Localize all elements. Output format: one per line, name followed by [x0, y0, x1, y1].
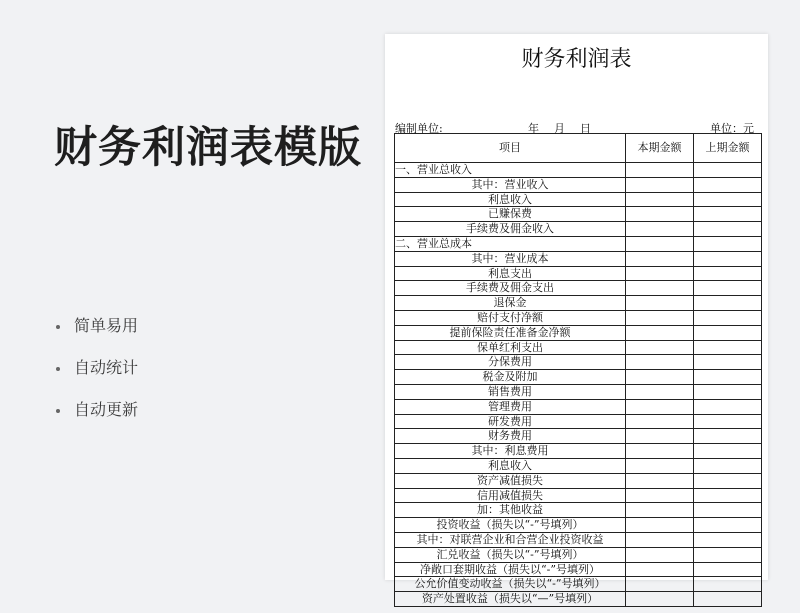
table-row	[395, 355, 762, 370]
row-item-label: 销售费用	[395, 384, 626, 399]
previous-amount-cell[interactable]	[694, 236, 762, 251]
previous-amount-cell[interactable]	[694, 458, 762, 473]
current-amount-cell[interactable]	[626, 192, 694, 207]
current-amount-cell[interactable]	[626, 251, 694, 266]
current-amount-cell[interactable]	[626, 458, 694, 473]
table-row	[395, 340, 762, 355]
previous-amount-cell[interactable]	[694, 518, 762, 533]
row-item-label: 已赚保费	[395, 207, 626, 222]
row-item-label: 其中：营业收入	[395, 177, 626, 192]
current-amount-cell[interactable]	[626, 355, 694, 370]
row-item-label: 财务费用	[395, 429, 626, 444]
row-item-label: 保单红利支出	[395, 340, 626, 355]
current-amount-cell[interactable]	[626, 177, 694, 192]
previous-amount-cell[interactable]	[694, 281, 762, 296]
table-row	[395, 414, 762, 429]
previous-amount-cell[interactable]	[694, 503, 762, 518]
previous-amount-cell[interactable]	[694, 370, 762, 385]
previous-amount-cell[interactable]	[694, 340, 762, 355]
current-amount-cell[interactable]	[626, 444, 694, 459]
current-amount-cell[interactable]	[626, 503, 694, 518]
bullet-icon	[56, 409, 60, 413]
row-item-label: 提前保险责任准备金净额	[395, 325, 626, 340]
table-row	[395, 473, 762, 488]
row-item-label: 汇兑收益（损失以“-”号填列）	[395, 547, 626, 562]
column-header-current: 本期金额	[626, 134, 694, 163]
current-amount-cell[interactable]	[626, 266, 694, 281]
bullet-icon	[56, 367, 60, 371]
table-row	[395, 236, 762, 251]
table-row	[395, 503, 762, 518]
income-statement-table	[394, 133, 762, 607]
table-row	[395, 370, 762, 385]
promo-title: 财务利润表模版	[54, 123, 362, 173]
table-row	[395, 325, 762, 340]
current-amount-cell[interactable]	[626, 547, 694, 562]
previous-amount-cell[interactable]	[694, 207, 762, 222]
previous-amount-cell[interactable]	[694, 192, 762, 207]
previous-amount-cell[interactable]	[694, 429, 762, 444]
table-row	[395, 384, 762, 399]
row-item-label: 利息收入	[395, 458, 626, 473]
income-statement-sheet	[385, 34, 768, 606]
previous-amount-cell[interactable]	[694, 325, 762, 340]
current-amount-cell[interactable]	[626, 296, 694, 311]
previous-amount-cell[interactable]	[694, 547, 762, 562]
date-label: 年 月 日	[528, 122, 593, 135]
row-item-label: 投资收益（损失以“-”号填列）	[395, 518, 626, 533]
previous-amount-cell[interactable]	[694, 414, 762, 429]
row-item-label: 其中：对联营企业和合营企业投资收益	[395, 532, 626, 547]
table-row	[395, 207, 762, 222]
row-item-label: 信用减值损失	[395, 488, 626, 503]
table-row	[395, 592, 762, 607]
row-item-label: 一、营业总收入	[395, 163, 626, 178]
current-amount-cell[interactable]	[626, 592, 694, 607]
current-amount-cell[interactable]	[626, 325, 694, 340]
current-amount-cell[interactable]	[626, 310, 694, 325]
current-amount-cell[interactable]	[626, 236, 694, 251]
table-row	[395, 444, 762, 459]
bullet-icon	[56, 325, 60, 329]
table-row	[395, 488, 762, 503]
table-row	[395, 192, 762, 207]
row-item-label: 赔付支付净额	[395, 310, 626, 325]
current-amount-cell[interactable]	[626, 163, 694, 178]
current-amount-cell[interactable]	[626, 473, 694, 488]
row-item-label: 公允价值变动收益（损失以“-”号填列）	[395, 577, 626, 592]
table-body	[395, 163, 762, 607]
row-item-label: 退保金	[395, 296, 626, 311]
table-row	[395, 163, 762, 178]
previous-amount-cell[interactable]	[694, 251, 762, 266]
current-amount-cell[interactable]	[626, 384, 694, 399]
previous-amount-cell[interactable]	[694, 473, 762, 488]
row-item-label: 加：其他收益	[395, 503, 626, 518]
table-row	[395, 310, 762, 325]
row-item-label: 资产减值损失	[395, 473, 626, 488]
previous-amount-cell[interactable]	[694, 177, 762, 192]
row-item-label: 研发费用	[395, 414, 626, 429]
feature-label: 自动更新	[74, 400, 139, 419]
current-amount-cell[interactable]	[626, 340, 694, 355]
table-row	[395, 399, 762, 414]
row-item-label: 资产处置收益（损失以“—”号填列）	[395, 592, 626, 607]
current-amount-cell[interactable]	[626, 207, 694, 222]
previous-amount-cell[interactable]	[694, 355, 762, 370]
feature-item	[56, 396, 138, 438]
row-item-label: 其中：营业成本	[395, 251, 626, 266]
row-item-label: 二、营业总成本	[395, 236, 626, 251]
previous-amount-cell[interactable]	[694, 562, 762, 577]
previous-amount-cell[interactable]	[694, 296, 762, 311]
current-amount-cell[interactable]	[626, 488, 694, 503]
table-row	[395, 222, 762, 237]
previous-amount-cell[interactable]	[694, 532, 762, 547]
current-amount-cell[interactable]	[626, 429, 694, 444]
table-header-row	[395, 134, 762, 163]
column-header-item: 项目	[395, 134, 626, 163]
table-row	[395, 281, 762, 296]
table-row	[395, 547, 762, 562]
previous-amount-cell[interactable]	[694, 444, 762, 459]
previous-amount-cell[interactable]	[694, 266, 762, 281]
feature-list	[56, 312, 138, 438]
column-header-previous: 上期金额	[694, 134, 762, 163]
row-item-label: 利息收入	[395, 192, 626, 207]
current-amount-cell[interactable]	[626, 532, 694, 547]
current-amount-cell[interactable]	[626, 222, 694, 237]
table-row	[395, 266, 762, 281]
row-item-label: 管理费用	[395, 399, 626, 414]
feature-item	[56, 354, 138, 396]
table-row	[395, 177, 762, 192]
table-row	[395, 562, 762, 577]
previous-amount-cell[interactable]	[694, 384, 762, 399]
row-item-label: 其中：利息费用	[395, 444, 626, 459]
previous-amount-cell[interactable]	[694, 577, 762, 592]
table-row	[395, 296, 762, 311]
current-amount-cell[interactable]	[626, 577, 694, 592]
current-amount-cell[interactable]	[626, 281, 694, 296]
current-amount-cell[interactable]	[626, 399, 694, 414]
previous-amount-cell[interactable]	[694, 163, 762, 178]
row-item-label: 净敞口套期收益（损失以“-”号填列）	[395, 562, 626, 577]
unit-label: 单位：元	[710, 122, 754, 135]
table-row	[395, 577, 762, 592]
table-row	[395, 429, 762, 444]
feature-label: 自动统计	[74, 358, 139, 377]
table-row	[395, 251, 762, 266]
table-row	[395, 532, 762, 547]
row-item-label: 手续费及佣金支出	[395, 281, 626, 296]
row-item-label: 利息支出	[395, 266, 626, 281]
previous-amount-cell[interactable]	[694, 488, 762, 503]
current-amount-cell[interactable]	[626, 370, 694, 385]
prepared-by-label: 编制单位:	[395, 122, 443, 135]
feature-label: 简单易用	[74, 316, 139, 335]
current-amount-cell[interactable]	[626, 518, 694, 533]
current-amount-cell[interactable]	[626, 562, 694, 577]
previous-amount-cell[interactable]	[694, 592, 762, 607]
row-item-label: 税金及附加	[395, 370, 626, 385]
current-amount-cell[interactable]	[626, 414, 694, 429]
previous-amount-cell[interactable]	[694, 399, 762, 414]
previous-amount-cell[interactable]	[694, 310, 762, 325]
row-item-label: 分保费用	[395, 355, 626, 370]
feature-item	[56, 312, 138, 354]
sheet-title: 财务利润表	[521, 47, 632, 72]
table-row	[395, 518, 762, 533]
table-row	[395, 458, 762, 473]
row-item-label: 手续费及佣金收入	[395, 222, 626, 237]
previous-amount-cell[interactable]	[694, 222, 762, 237]
